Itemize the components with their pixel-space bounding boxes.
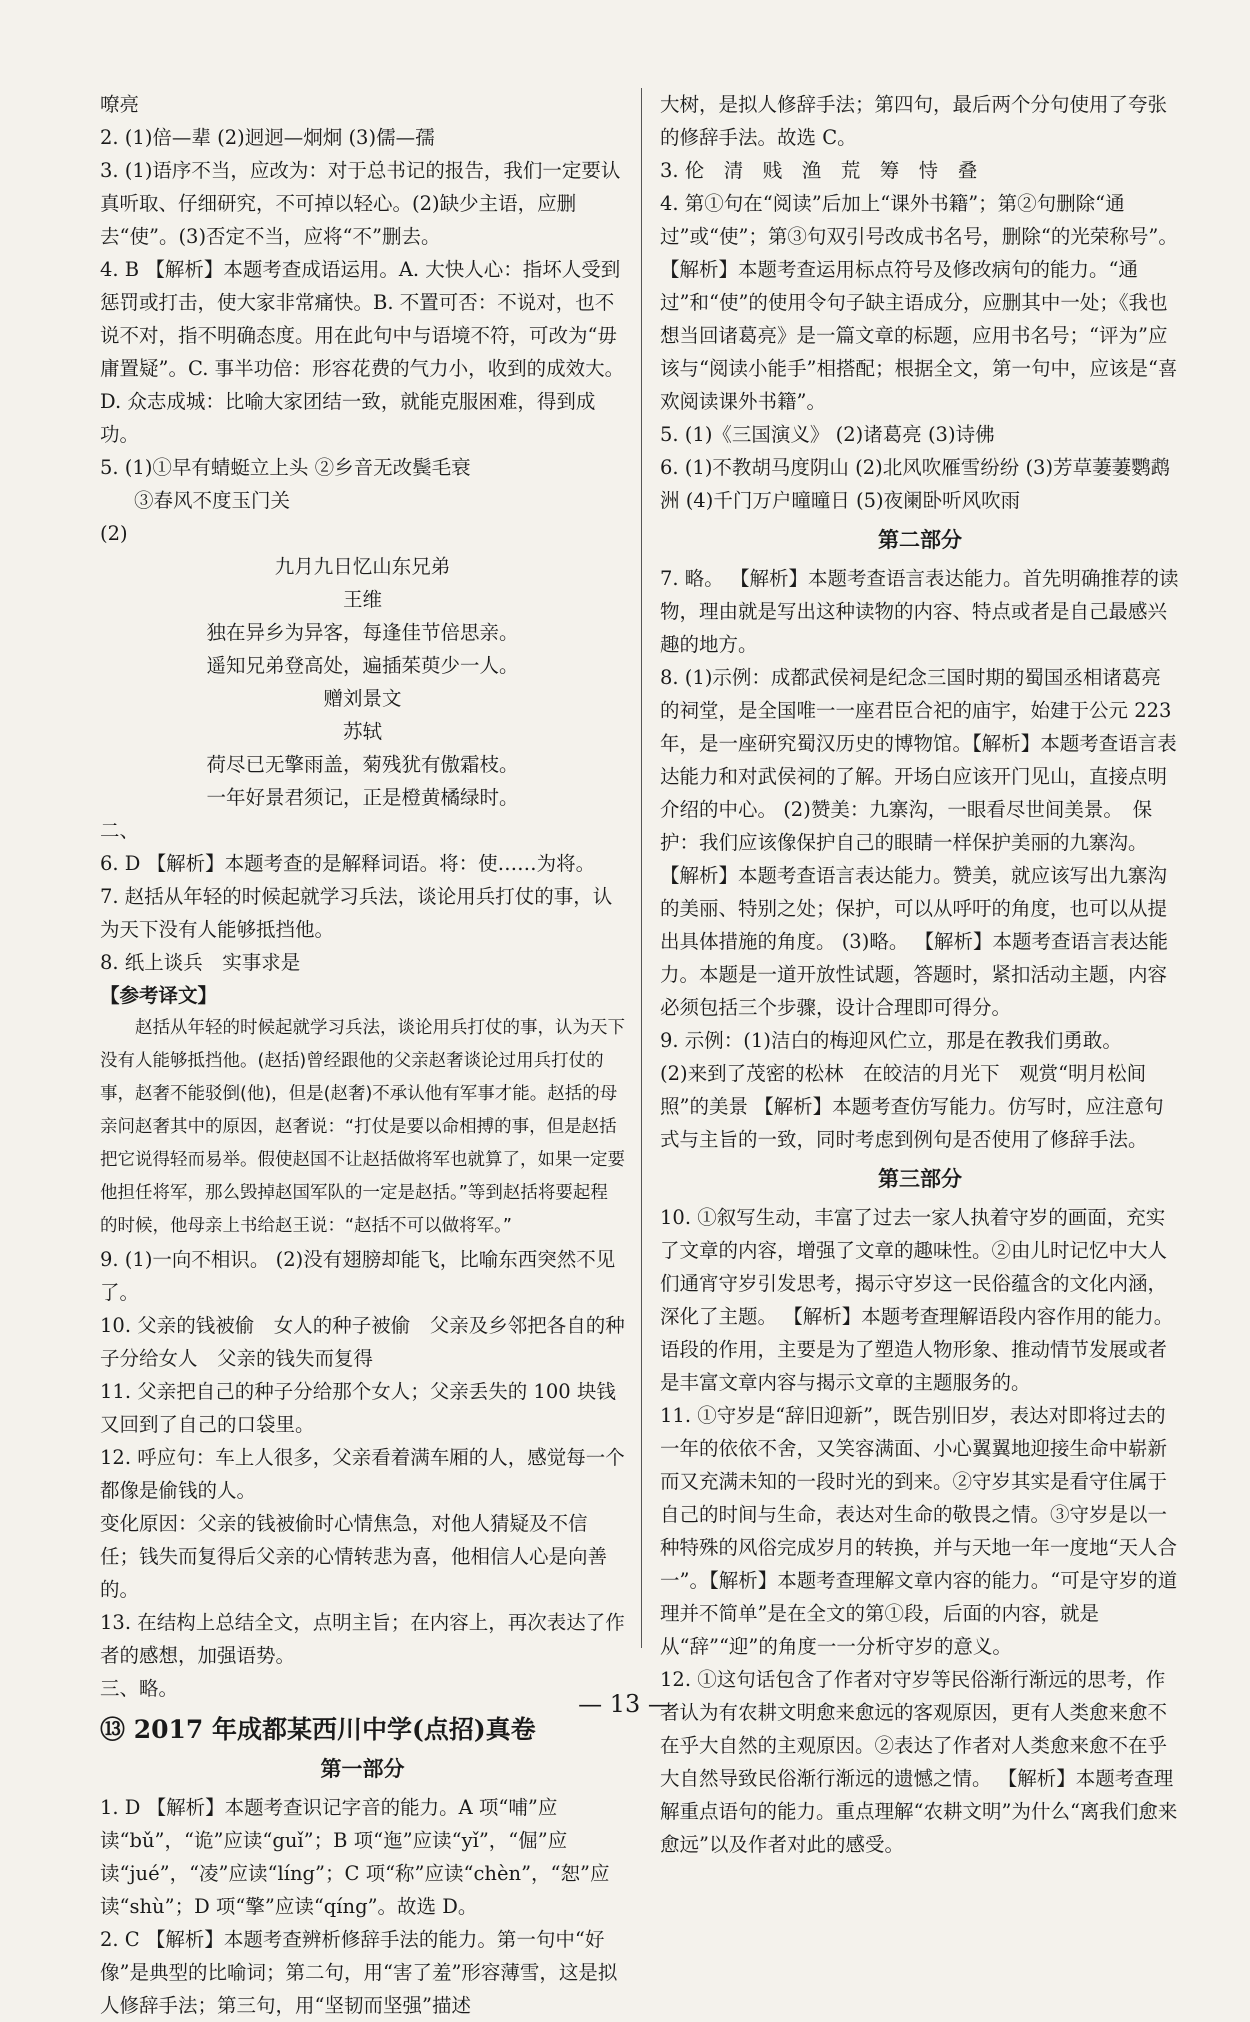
answer-5: 5. (1)①早有蜻蜓立上头 ②乡音无改鬓毛衰	[100, 456, 471, 479]
poem-author: 苏轼	[342, 720, 382, 743]
answer-6: 6. D 【解析】本题考查的是解释词语。将：使……为将。	[100, 852, 596, 875]
answer-10: 10. 父亲的钱被偷 女人的种子被偷 父亲及乡邻把各自的种子分给女人 父亲的钱失而复得	[100, 1314, 625, 1370]
section-marker: 二、	[100, 819, 140, 842]
exam-title: ⑬ 2017 年成都某西川中学(点招)真卷	[100, 1715, 536, 1744]
answer-2: 2. (1)倍—辈 (2)迥迥—炯炯 (3)儒—孺	[100, 126, 435, 149]
answer-9: 9. (1)一向不相识。 (2)没有翅膀却能飞，比喻东西突然不见了。	[100, 1248, 616, 1304]
reference-translation: 赵括从年轻的时候起就学习兵法，谈论用兵打仗的事，认为天下没有人能够抵挡他。(赵括)曾经跟他的父亲赵奢谈论过用兵打仗的事，赵奢不能驳倒(他)，但是(赵奢)不承认他有军事才能。赵括的母亲问赵奢其中的原因，赵奢说：“打仗是要以命相搏的事，但是赵括把它说得轻而易举。假使赵国不让赵括做将军也就算了，如果一定要他担任将军，那么毁掉赵国军队的一定是赵括。”等到赵括将要起程的时候，他母亲上书给赵王说：“赵括不可以做将军。”	[100, 1018, 625, 1236]
exam-answer-7: 7. 略。 【解析】本题考查语言表达能力。首先明确推荐的读物，理由就是写出这种读物的内容、特点或者是自己最感兴趣的地方。	[660, 567, 1179, 656]
answer-11: 11. 父亲把自己的种子分给那个女人；父亲丢失的 100 块钱又回到了自己的口袋里。	[100, 1380, 616, 1436]
part-heading: 第三部分	[878, 1166, 962, 1191]
answer-3: 3. (1)语序不当，应改为：对于总书记的报告，我们一定要认真听取、仔细研究，不可掉以轻心。(2)缺少主语，应删去“使”。(3)否定不当，应将“不”删去。	[100, 159, 621, 248]
answer-8: 8. 纸上谈兵 实事求是	[100, 951, 301, 974]
exam-answer-6: 6. (1)不教胡马度阴山 (2)北风吹雁雪纷纷 (3)芳草萋萋鹦鹉洲 (4)千门万户曈曈日 (5)夜阑卧听风吹雨	[660, 456, 1171, 512]
section-marker: 三、略。	[100, 1677, 179, 1700]
answer-5-cont: ③春风不度玉门关	[134, 489, 291, 512]
exam-answer-3: 3. 伦 清 贱 渔 荒 筹 恃 叠	[660, 159, 978, 182]
exam-answer-4: 4. 第①句在“阅读”后加上“课外书籍”；第②句删除“通过”或“使”；第③句双引号改成书名号，删除“的光荣称号”。【解析】本题考查运用标点符号及修改病句的能力。“通过”和“使”的使用令句子缺主语成分，应删其中一处；《我也想当回诸葛亮》是一篇文章的标题，应用书名号；“评为”应该与“阅读小能手”相搭配；根据全文，第一句中，应该是“喜欢阅读课外书籍”。	[660, 192, 1178, 413]
exam-answer-1: 1. D 【解析】本题考查识记字音的能力。A 项“哺”应读“bǔ”，“诡”应读“guǐ”；B 项“迤”应读“yǐ”，“倔”应读“jué”，“凌”应读“líng”；C 项“称”应读“chèn”，“恕”应读“shù”；D 项“擎”应读“qíng”。故选 D。	[100, 1796, 610, 1918]
answer-line: 嘹亮	[100, 93, 140, 116]
answer-5-part2: (2)	[100, 522, 128, 545]
right-column	[660, 88, 1180, 1856]
exam-answer-2: 2. C 【解析】本题考查辨析修辞手法的能力。第一句中“好像”是典型的比喻词；第二句，用“害了羞”形容薄雪，这是拟人修辞手法；第三句，用“坚韧而坚强”描述	[100, 1928, 618, 2017]
column-divider	[641, 88, 642, 1648]
exam-answer-10: 10. ①叙写生动，丰富了过去一家人执着守岁的画面，充实了文章的内容，增强了文章的趣味性。②由儿时记忆中大人们通宵守岁引发思考，揭示守岁这一民俗蕴含的文化内涵，深化了主题。 【解析】本题考查理解语段内容作用的能力。语段的作用，主要是为了塑造人物形象、推动情节发展或者是丰富文章内容与揭示文章的主题服务的。	[660, 1206, 1174, 1394]
answer-4: 4. B 【解析】本题考查成语运用。A. 大快人心：指坏人受到惩罚或打击，使大家非常痛快。B. 不置可否：不说对，也不说不对，指不明确态度。用在此句中与语境不符，可改为“毋庸置疑”。C. 事半功倍：形容花费的气力小，收到的成效大。D. 众志成城：比喻大家团结一致，就能克服困难，得到成功。	[100, 258, 625, 446]
page-number: — 13 —	[578, 1690, 672, 1718]
exam-answer-9-cont: (2)来到了茂密的松林 在皎洁的月光下 观赏“明月松间照”的美景 【解析】本题考查仿写能力。仿写时，应注意句式与主旨的一致，同时考虑到例句是否使用了修辞手法。	[660, 1062, 1164, 1151]
poem-author: 王维	[342, 588, 382, 611]
exam-answer-8: 8. (1)示例：成都武侯祠是纪念三国时期的蜀国丞相诸葛亮的祠堂，是全国唯一一座君臣合祀的庙宇，始建于公元 223 年，是一座研究蜀汉历史的博物馆。【解析】本题考查语言表达能力和对武侯祠的了解。开场白应该开门见山，直接点明介绍的中心。 (2)赞美：九寨沟，一眼看尽世间美景。 保护：我们应该像保护自己的眼睛一样保护美丽的九寨沟。 【解析】本题考查语言表达能力。赞美，就应该写出九寨沟的美丽、特别之处；保护，可以从呼吁的角度，也可以从提出具体措施的角度。 (3)略。 【解析】本题考查语言表达能力。本题是一道开放性试题，答题时，紧扣活动主题，内容必须包括三个步骤，设计合理即可得分。	[660, 666, 1177, 1019]
poem-line: 遥知兄弟登高处，遍插茱萸少一人。	[206, 654, 519, 677]
answer-12: 12. 呼应句：车上人很多，父亲看着满车厢的人，感觉每一个都像是偷钱的人。	[100, 1446, 625, 1502]
poem-line: 荷尽已无擎雨盖，菊残犹有傲霜枝。	[206, 753, 519, 776]
exam-answer-2-cont: 大树，是拟人修辞手法；第四句，最后两个分句使用了夸张的修辞手法。故选 C。	[660, 93, 1168, 149]
exam-answer-11: 11. ①守岁是“辞旧迎新”，既告别旧岁，表达对即将过去的一年的依依不舍，又笑容满面、小心翼翼地迎接生命中崭新而又充满未知的一段时光的到来。②守岁其实是看守住属于自己的时间与生命，表达对生命的敬畏之情。③守岁是以一种特殊的风俗完成岁月的转换，并与天地一年一度地“天人合一”。【解析】本题考查理解文章内容的能力。“可是守岁的道理并不简单”是在全文的第①段，后面的内容，就是从“辞”“迎”的角度一一分析守岁的意义。	[660, 1404, 1178, 1658]
reference-translation-title: 【参考译文】	[100, 984, 218, 1007]
part-heading: 第一部分	[320, 1756, 405, 1781]
poem-line: 独在异乡为异客，每逢佳节倍思亲。	[206, 621, 519, 644]
answer-7: 7. 赵括从年轻的时候起就学习兵法，谈论用兵打仗的事，认为天下没有人能够抵挡他。	[100, 885, 613, 941]
left-column	[100, 88, 625, 2017]
exam-answer-9: 9. 示例：(1)洁白的梅迎风伫立，那是在教我们勇敢。	[660, 1029, 1122, 1052]
part-heading: 第二部分	[878, 527, 962, 552]
exam-answer-5: 5. (1)《三国演义》 (2)诸葛亮 (3)诗佛	[660, 423, 995, 446]
exam-answer-12: 12. ①这句话包含了作者对守岁等民俗渐行渐远的思考，作者认为有农耕文明愈来愈远的客观原因，更有人类愈来愈不在乎大自然的主观原因。②表达了作者对人类愈来愈不在乎大自然导致民俗渐行渐远的遗憾之情。 【解析】本题考查理解重点语句的能力。重点理解“农耕文明”为什么“离我们愈来愈远”以及作者对此的感受。	[660, 1668, 1178, 1856]
poem-title: 赠刘景文	[323, 687, 402, 710]
poem-line: 一年好景君须记，正是橙黄橘绿时。	[206, 786, 519, 809]
answer-13: 13. 在结构上总结全文，点明主旨；在内容上，再次表达了作者的感想，加强语势。	[100, 1611, 625, 1667]
answer-12-cont: 变化原因：父亲的钱被偷时心情焦急，对他人猜疑及不信任；钱失而复得后父亲的心情转悲为喜，他相信人心是向善的。	[100, 1512, 608, 1601]
poem-title: 九月九日忆山东兄弟	[274, 555, 451, 578]
